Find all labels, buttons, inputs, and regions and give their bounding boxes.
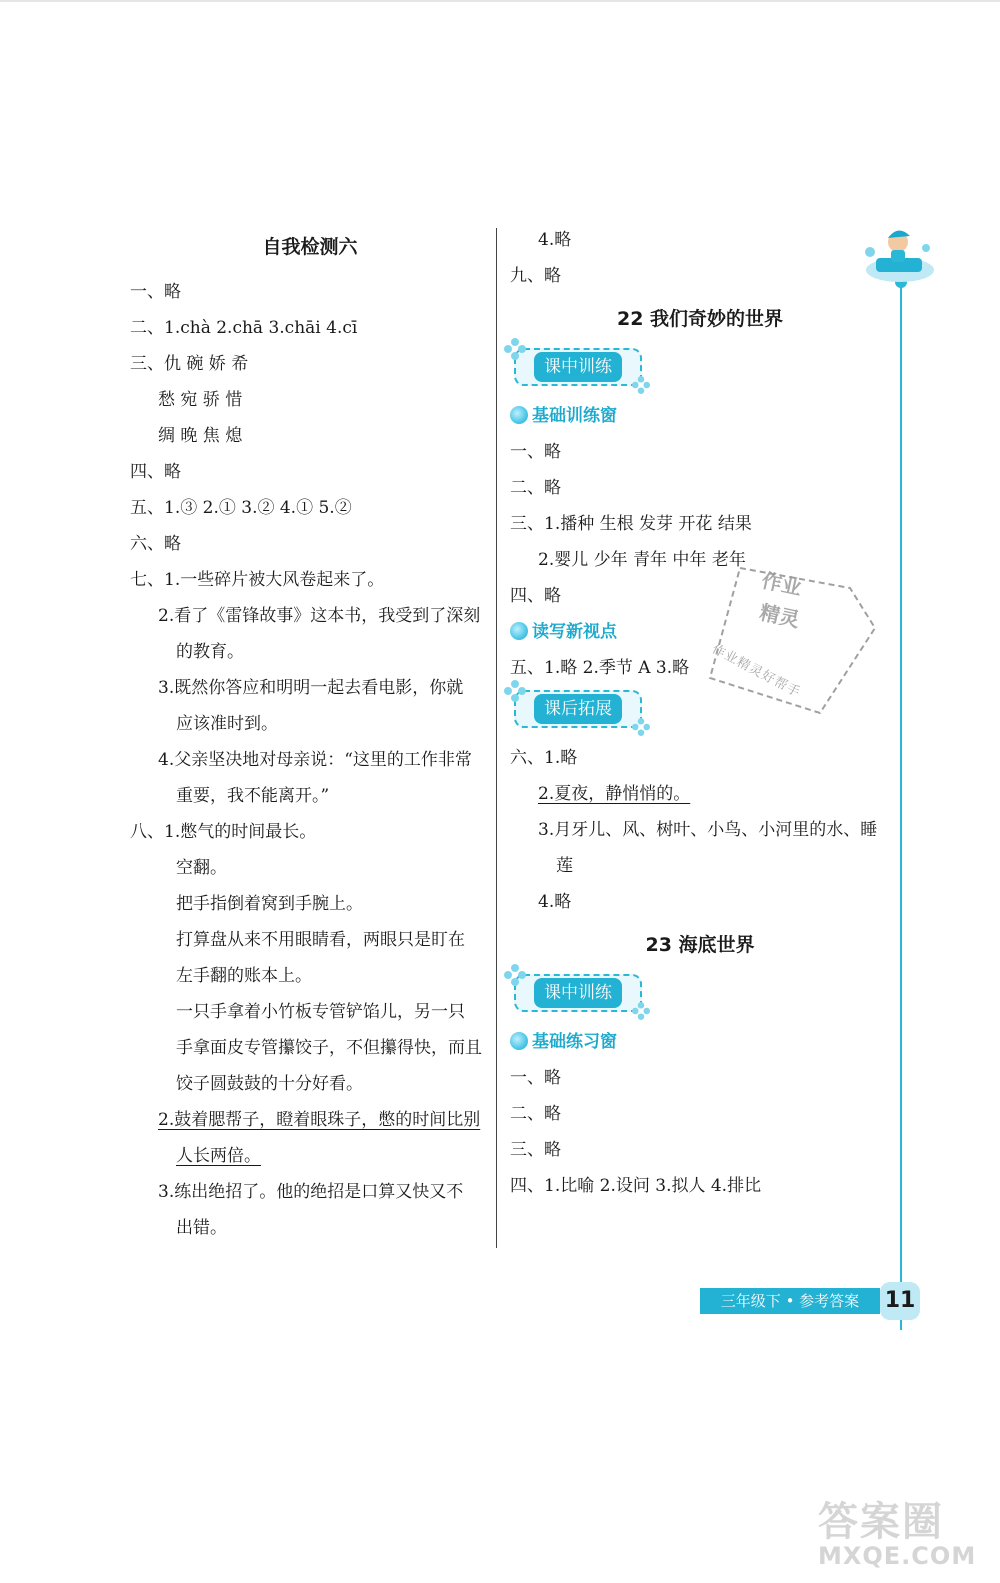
answer-line: 的教育。 [176,642,244,662]
answer-line: 七、1.一些碎片被大风卷起来了。 [130,570,385,590]
sub-heading-label: 读写新视点 [532,622,617,642]
banner-in-class-training [510,970,890,1024]
banner-label: 课中训练 [534,352,622,382]
answer-line-underlined: 人长两倍。 [176,1146,261,1166]
flower-icon [632,376,650,394]
answer-line: 3.月牙儿、风、树叶、小鸟、小河里的水、睡 [538,820,878,840]
stamp-text: 作业精灵好帮手 [709,641,803,701]
answer-line: 4.略 [538,892,572,912]
page-top-border [0,0,1000,2]
answer-line: 莲 [556,856,573,876]
flower-icon [504,338,526,360]
answer-line: 打算盘从来不用眼睛看，两眼只是盯在 [176,930,465,950]
answer-line: 二、略 [510,478,561,498]
mascot-icon [858,222,938,292]
flower-icon [504,964,526,986]
section-title-self-test-6: 自我检测六 [262,236,358,258]
answer-line: 三、仇 碗 娇 希 [130,354,249,374]
answer-line: 3.练出绝招了。他的绝招是口算又快又不 [158,1182,464,1202]
answer-line: 四、略 [510,586,561,606]
answer-line: 饺子圆鼓鼓的十分好看。 [176,1074,363,1094]
answer-line: 一只手拿着小竹板专管铲馅儿，另一只 [176,1002,465,1022]
bubble-icon [510,1032,528,1050]
answer-line: 六、1.略 [510,748,578,768]
answer-line: 二、略 [510,1104,561,1124]
answer-line: 愁 宛 骄 惜 [158,390,243,410]
stamp-text: 作业 [759,568,804,600]
answer-line: 把手指倒着窝到手腕上。 [176,894,363,914]
answer-line: 手拿面皮专管攥饺子，不但攥得快，而且 [176,1038,482,1058]
answer-line: 一、略 [130,282,181,302]
left-column [130,222,490,1246]
answer-line: 4.父亲坚决地对母亲说：“这里的工作非常 [158,750,472,770]
answer-line: 2.婴儿 少年 青年 中年 老年 [538,550,746,570]
answer-line: 空翻。 [176,858,227,878]
lesson-23-title: 23 海底世界 [645,934,755,956]
page-number: 11 [880,1282,920,1320]
banner-box [514,690,642,728]
answer-line: 一、略 [510,442,561,462]
answer-line: 绸 晚 焦 熄 [158,426,243,446]
answer-line: 左手翻的账本上。 [176,966,312,986]
banner-in-class-training [510,344,890,398]
watermark-logo-text: 答案圈 [818,1499,944,1545]
flower-icon [504,680,526,702]
banner-box [514,974,642,1012]
column-divider [496,228,497,1248]
banner-label: 课中训练 [534,978,622,1008]
answer-line: 3.既然你答应和明明一起去看电影，你就 [158,678,464,698]
answer-line: 出错。 [176,1218,227,1238]
answer-line: 一、略 [510,1068,561,1088]
answer-line: 五、1.略 2.季节 A 3.略 [510,658,690,678]
lesson-22-title: 22 我们奇妙的世界 [616,308,784,330]
watermark-url: MXQE.COM [818,1542,977,1570]
answer-line: 五、1.③ 2.① 3.② 4.① 5.② [130,498,352,518]
sub-heading-label: 基础练习窗 [532,1032,617,1052]
banner-label: 课后拓展 [534,694,622,724]
banner-box [514,348,642,386]
answer-line-underlined: 2.夏夜，静悄悄的。 [538,784,691,804]
answer-line: 九、略 [510,266,561,286]
answer-line: 六、略 [130,534,181,554]
flower-icon [632,718,650,736]
answer-line: 三、略 [510,1140,561,1160]
bubble-icon [510,406,528,424]
answer-line: 应该准时到。 [176,714,278,734]
footer-label: 三年级下 • 参考答案 [700,1288,880,1314]
side-rail [900,280,902,1330]
answer-line: 四、1.比喻 2.设问 3.拟人 4.排比 [510,1176,762,1196]
answer-line: 2.看了《雷锋故事》这本书，我受到了深刻 [158,606,481,626]
sub-heading-basic-training [510,398,890,434]
answer-line: 八、1.憋气的时间最长。 [130,822,317,842]
answer-line-underlined: 2.鼓着腮帮子，瞪着眼珠子，憋的时间比别 [158,1110,481,1130]
answer-line: 三、1.播种 生根 发芽 开花 结果 [510,514,752,534]
answer-line: 重要，我不能离开。” [176,786,330,806]
answer-line: 四、略 [130,462,181,482]
flower-icon [632,1002,650,1020]
sub-heading-basic-practice [510,1024,890,1060]
stamp-text: 精灵 [757,600,802,632]
answer-line: 二、1.chà 2.chā 3.chāi 4.cī [130,318,358,338]
bubble-icon [510,622,528,640]
sub-heading-label: 基础训练窗 [532,406,617,426]
answer-line: 4.略 [538,230,572,250]
